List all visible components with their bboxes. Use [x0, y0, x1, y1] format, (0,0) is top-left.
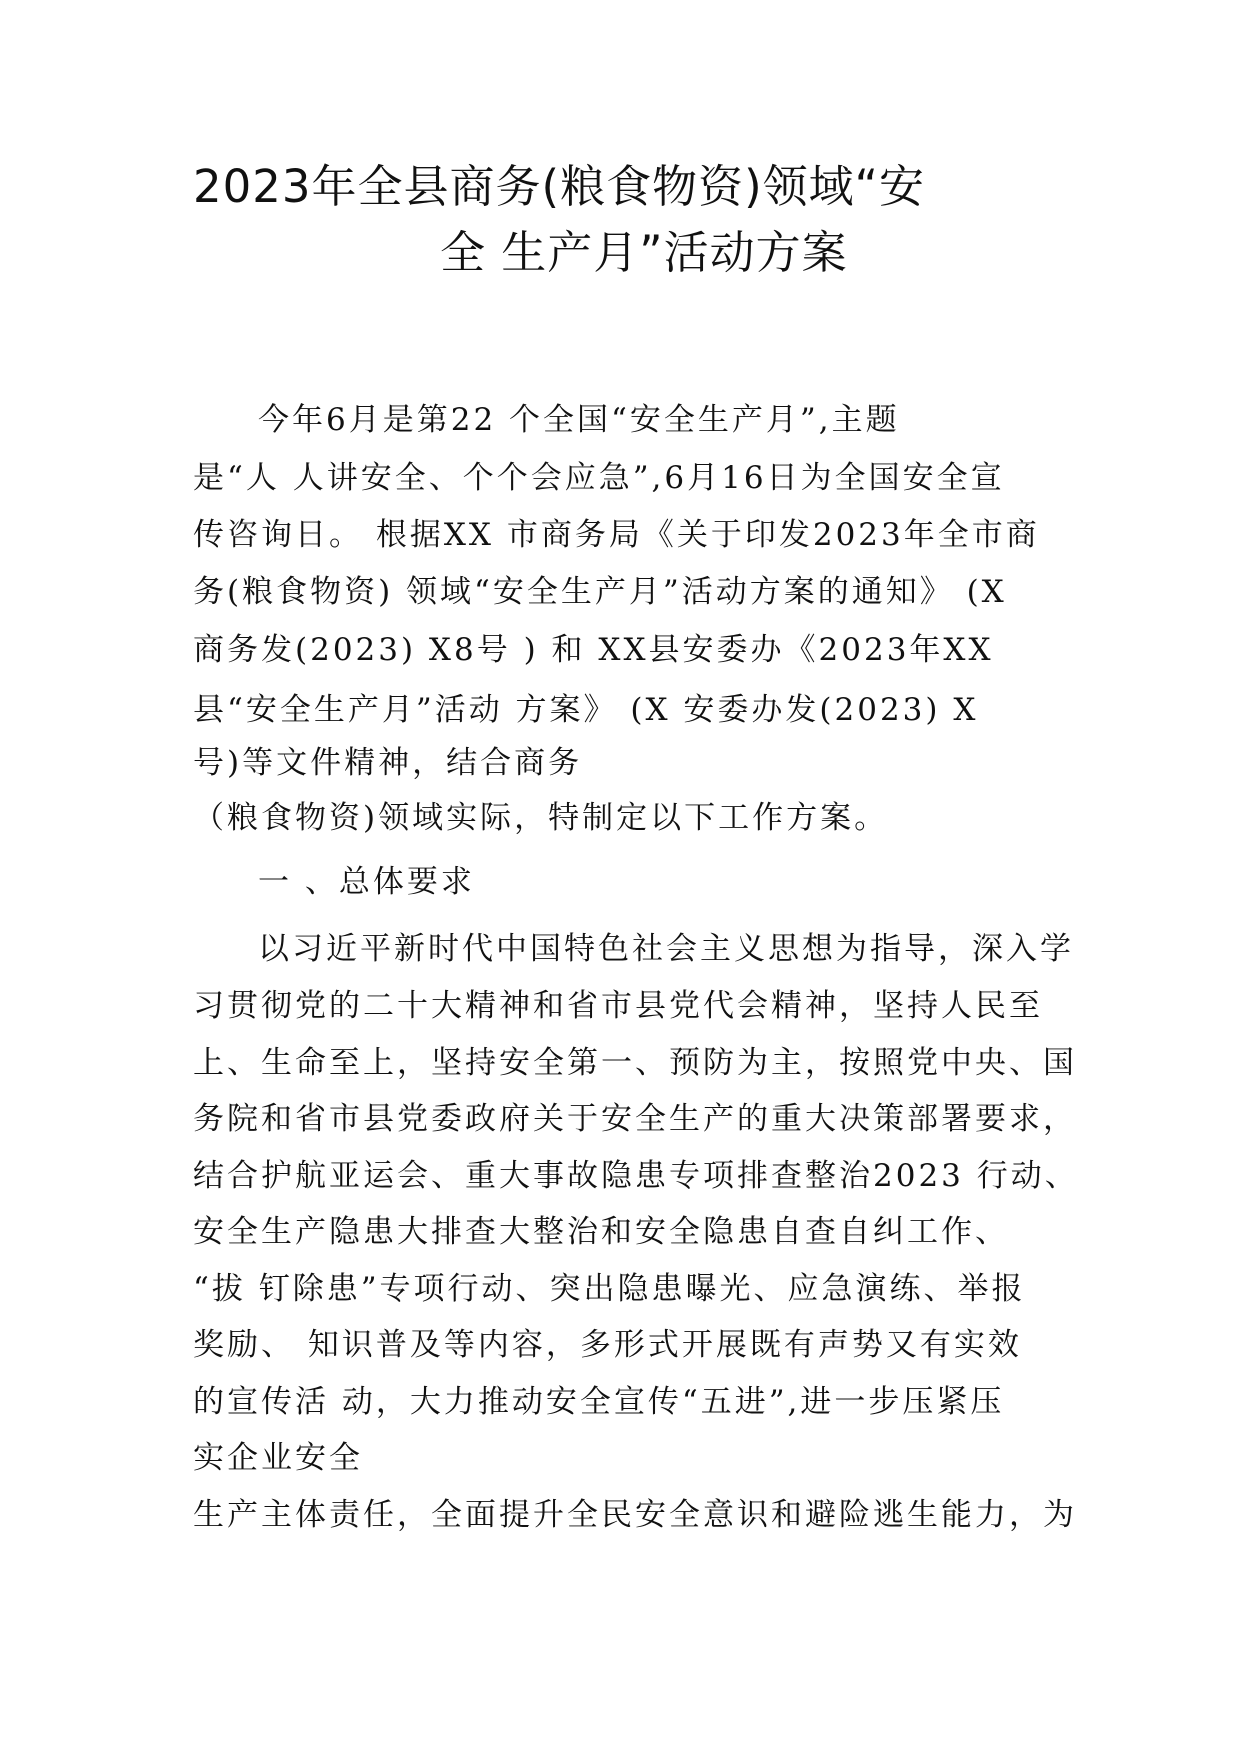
document-title-line-2: 全 生产月”活动方案 — [440, 226, 848, 279]
body-line: 是“人 人讲安全、个个会应急”,6月16日为全国安全宣 — [193, 460, 1005, 496]
body-line: 务(粮食物资) 领域“安全生产月”活动方案的通知》 (X — [193, 574, 1007, 610]
body-line: 的宣传活 动，大力推动安全宣传“五进”,进一步压紧压 — [193, 1384, 1005, 1420]
section-heading: 一 、总体要求 — [258, 864, 475, 900]
body-line: 上、生命至上，坚持安全第一、预防为主，按照党中央、国 — [193, 1045, 1077, 1081]
body-line: 今年6月是第22 个全国“安全生产月”,主题 — [258, 402, 900, 438]
body-line: 奖励、 知识普及等内容，多形式开展既有声势又有实效 — [193, 1327, 1022, 1363]
body-line: 生产主体责任，全面提升全民安全意识和避险逃生能力，为 — [193, 1497, 1077, 1533]
body-line: 以习近平新时代中国特色社会主义思想为指导，深入学 — [258, 931, 1074, 967]
body-line: 实企业安全 — [193, 1440, 363, 1476]
body-line: 县“安全生产月”活动 方案》 (X 安委办发(2023) X — [193, 692, 979, 728]
body-line: “拔 钉除患”专项行动、突出隐患曝光、应急演练、举报 — [193, 1271, 1026, 1307]
body-line: 结合护航亚运会、重大事故隐患专项排查整治2023 行动、 — [193, 1158, 1079, 1194]
body-line: 安全生产隐患大排查大整治和安全隐患自查自纠工作、 — [193, 1214, 1009, 1250]
body-line: 商务发(2023) X8号 ) 和 XX县安委办《2023年XX — [193, 632, 994, 668]
body-line: 传咨询日。 根据XX 市商务局《关于印发2023年全市商 — [193, 517, 1040, 553]
body-line: 号)等文件精神，结合商务 — [193, 745, 583, 781]
body-line: 习贯彻党的二十大精神和省市县党代会精神，坚持人民至 — [193, 988, 1043, 1024]
body-line: （粮食物资)领域实际，特制定以下工作方案。 — [193, 800, 889, 836]
body-line: 务院和省市县党委政府关于安全生产的重大决策部署要求， — [193, 1101, 1077, 1137]
document-title-line-1: 2023年全县商务(粮食物资)领域“安 — [193, 160, 925, 213]
